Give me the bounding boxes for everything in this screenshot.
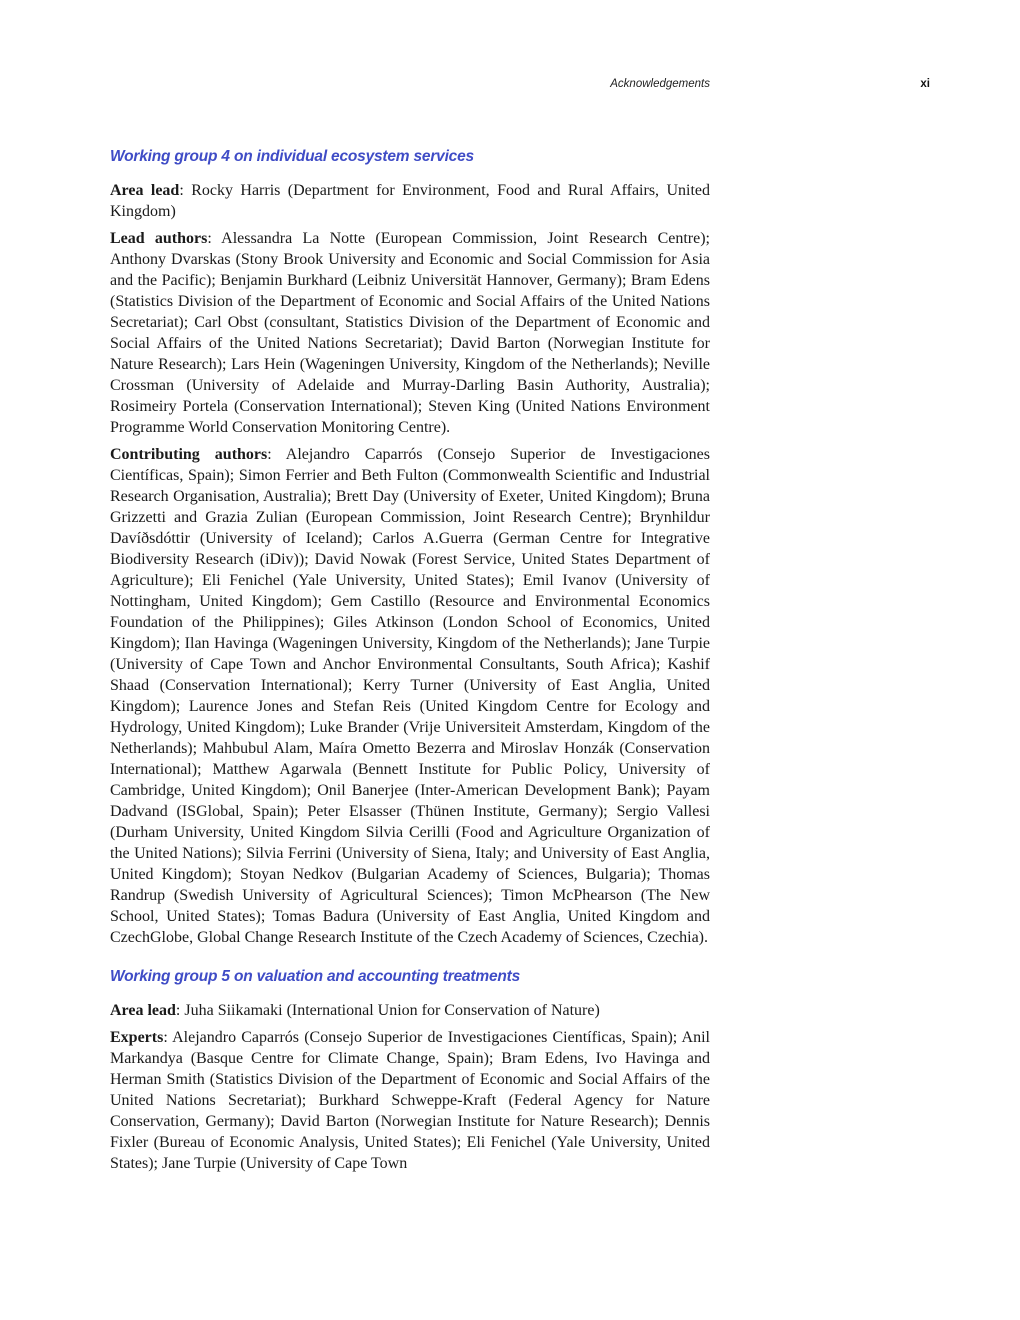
page-number: xi (920, 78, 930, 90)
wg4-lead-authors-label: Lead authors (110, 230, 208, 247)
wg4-area-lead (110, 180, 710, 222)
wg4-lead-authors-text: : Alessandra La Notte (European Commission, Joint Research Centre); Anthony Dvarskas (Stony Brook University and Economic and Social Commission for Asia and the Pacific); Benjamin Burkhard (Leibniz Universität Hannover, Germany); Bram Edens (Statistics Division of the Department of Economic and Social Affairs of the United Nations Secretariat); Carl Obst (consultant, Statistics Division of the Department of Economic and Social Affairs of the United Nations Secretariat); David Barton (Norwegian Institute for Nature Research); Lars Hein (Wageningen University, Kingdom of the Netherlands); Neville Crossman (University of Adelaide and Murray-Darling Basin Authority, Australia); Rosimeiry Portela (Conservation International); Steven King (United Nations Environment Programme World Conservation Monitoring Centre). (110, 230, 711, 436)
wg4-contributing-authors-label: Contributing authors (110, 446, 268, 463)
working-group-4-heading: Working group 4 on individual ecosystem services (110, 148, 474, 165)
running-title: Acknowledgements (610, 78, 710, 90)
wg5-experts-text: : Alejandro Caparrós (Consejo Superior de Investigaciones Científicas, Spain); Anil Markandya (Basque Centre for Climate Change, Spain); Bram Edens, Ivo Havinga and Herman Smith (Statistics Division of the Department of Economic and Social Affairs of the United Nations Secretariat); Burkhard Schweppe-Kraft (Federal Agency for Nature Conservation, Germany); David Barton (Norwegian Institute for Nature Research); Dennis Fixler (Bureau of Economic Analysis, United States); Eli Fenichel (Yale University, United States); Jane Turpie (University of Cape Town (110, 1029, 710, 1172)
wg5-experts-label: Experts (110, 1029, 164, 1046)
page-body (110, 146, 710, 1180)
wg4-area-lead-text: : Rocky Harris (Department for Environment, Food and Rural Affairs, United Kingdom) (110, 182, 711, 220)
wg5-area-lead-label: Area lead (110, 1002, 176, 1019)
working-group-5 (110, 966, 710, 1174)
wg4-area-lead-label: Area lead (110, 182, 180, 199)
wg5-area-lead (110, 1000, 710, 1021)
wg4-lead-authors (110, 228, 710, 438)
wg4-contributing-authors-text: : Alejandro Caparrós (Consejo Superior de Investigaciones Científicas, Spain); Simon Ferrier and Beth Fulton (Commonwealth Scientific and Industrial Research Organisation, Australia); Brett Day (University of Exeter, United Kingdom); Bruna Grizzetti and Grazia Zulian (European Commission, Joint Research Centre); Brynhildur Davíðsdóttir (University of Iceland); Carlos A.Guerra (German Centre for Integrative Biodiversity Research (iDiv)); David Nowak (Forest Service, United States Department of Agriculture); Eli Fenichel (Yale University, United States); Emil Ivanov (University of Nottingham, United Kingdom); Gem Castillo (Resource and Environmental Economics Foundation of the Philippines); Giles Atkinson (London School of Economics, United Kingdom); Ilan Havinga (Wageningen University, Kingdom of the Netherlands); Jane Turpie (University of Cape Town and Anchor Environmental Consultants, South Africa); Kashif Shaad (Conservation International); Kerry Turner (University of East Anglia, United Kingdom); Laurence Jones and Stefan Reis (United Kingdom Centre for Ecology and Hydrology, United Kingdom); Luke Brander (Vrije Universiteit Amsterdam, Kingdom of the Netherlands); Mahbubul Alam, Maíra Ometto Bezerra and Miroslav Honzák (Conservation International); Matthew Agarwala (Bennett Institute for Public Policy, University of Cambridge, United Kingdom); Onil Banerjee (Inter-American Development Bank); Payam Dadvand (ISGlobal, Spain); Peter Elsasser (Thünen Institute, Germany); Sergio Vallesi (Durham University, United Kingdom Silvia Cerilli (Food and Agriculture Organization of the United Nations); Silvia Ferrini (University of Siena, Italy; and University of East Anglia, United Kingdom); Stoyan Nedkov (Bulgarian Academy of Sciences, Bulgaria); Thomas Randrup (Swedish University of Agricultural Sciences); Timon McPhearson (The New School, United States); Tomas Badura (University of East Anglia, United Kingdom and CzechGlobe, Global Change Research Institute of the Czech Academy of Sciences, Czechia). (110, 446, 711, 946)
working-group-4 (110, 146, 710, 948)
wg4-contributing-authors (110, 444, 710, 948)
working-group-5-heading: Working group 5 on valuation and accounting treatments (110, 968, 521, 985)
running-header (110, 78, 930, 96)
wg5-area-lead-text: : Juha Siikamaki (International Union for Conservation of Nature) (175, 1002, 600, 1019)
wg5-experts (110, 1027, 710, 1174)
